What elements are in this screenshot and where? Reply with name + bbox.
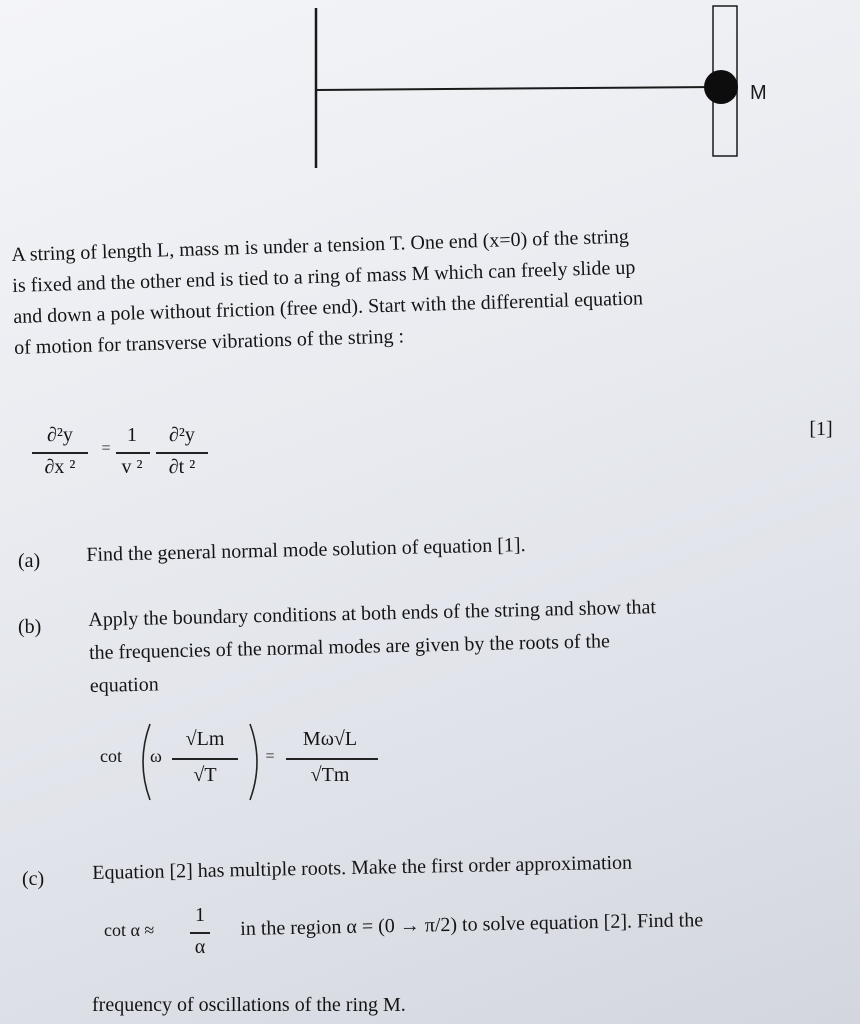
eq1-rhs-bar bbox=[156, 452, 208, 454]
mass-label: M bbox=[750, 82, 767, 104]
ring-mass bbox=[704, 70, 738, 104]
eq1-lhs-bar bbox=[32, 452, 88, 454]
part-c-line-2: in the region α = (0 → π/2) to solve equation [2]. Find the bbox=[240, 909, 704, 940]
eq1-coef-numerator: 1 bbox=[127, 424, 137, 446]
string-figure bbox=[0, 0, 860, 200]
part-c-line-1: Equation [2] has multiple roots. Make the first order approximation bbox=[92, 851, 633, 884]
problem-statement bbox=[11, 221, 644, 364]
part-c-line-3: frequency of oscillations of the ring M. bbox=[92, 994, 406, 1016]
eq1-coef-bar bbox=[116, 452, 150, 454]
part-c-label: (c) bbox=[22, 868, 45, 890]
equation-2 bbox=[100, 722, 400, 806]
equation-1 bbox=[20, 418, 850, 498]
eq2-arg-bar bbox=[172, 758, 238, 760]
part-a-text: Find the general normal mode solution of equation [1]. bbox=[86, 534, 526, 566]
eq2-omega: ω bbox=[150, 746, 162, 766]
approx-numerator: 1 bbox=[195, 904, 205, 926]
cot-approximation bbox=[104, 904, 234, 964]
part-b-label: (b) bbox=[18, 616, 42, 638]
eq2-arg-denominator: √T bbox=[193, 764, 217, 786]
part-a-label: (a) bbox=[18, 550, 41, 572]
problem-line-2: is fixed and the other end is tied to a ring of mass M which can freely slide up bbox=[12, 256, 636, 297]
eq1-equals: = bbox=[101, 440, 111, 457]
eq1-lhs-numerator: ∂²y bbox=[47, 424, 73, 446]
eq2-rhs-numerator: Mω√L bbox=[302, 728, 358, 750]
problem-line-4: of motion for transverse vibrations of the string : bbox=[13, 325, 405, 359]
approx-bar bbox=[190, 932, 210, 934]
approx-denominator: α bbox=[194, 936, 206, 958]
part-b-text bbox=[88, 591, 658, 703]
eq1-rhs-denominator: ∂t ² bbox=[168, 456, 196, 478]
eq2-rhs-denominator: √Tm bbox=[310, 764, 350, 786]
eq2-rhs-bar bbox=[286, 758, 378, 760]
eq1-coef-denominator: v ² bbox=[121, 456, 143, 478]
part-b-line-2: the frequencies of the normal modes are given by the roots of the bbox=[88, 630, 611, 664]
eq1-lhs-denominator: ∂x ² bbox=[44, 456, 76, 478]
eq2-cot: cot bbox=[100, 746, 122, 766]
eq2-arg-numerator: √Lm bbox=[185, 728, 225, 750]
equation-tag-1: [1] bbox=[809, 418, 833, 440]
approx-lhs: cot α ≈ bbox=[104, 920, 155, 940]
eq2-equals: = bbox=[265, 748, 275, 765]
string-line bbox=[316, 87, 716, 90]
problem-line-3: and down a pole without friction (free end). Start with the differential equation bbox=[12, 287, 644, 328]
problem-line-1: A string of length L, mass m is under a tension T. One end (x=0) of the string bbox=[11, 225, 630, 266]
part-b-line-1: Apply the boundary conditions at both ends of the string and show that bbox=[88, 596, 657, 631]
part-b-line-3: equation bbox=[89, 673, 159, 697]
eq1-rhs-numerator: ∂²y bbox=[169, 424, 195, 446]
